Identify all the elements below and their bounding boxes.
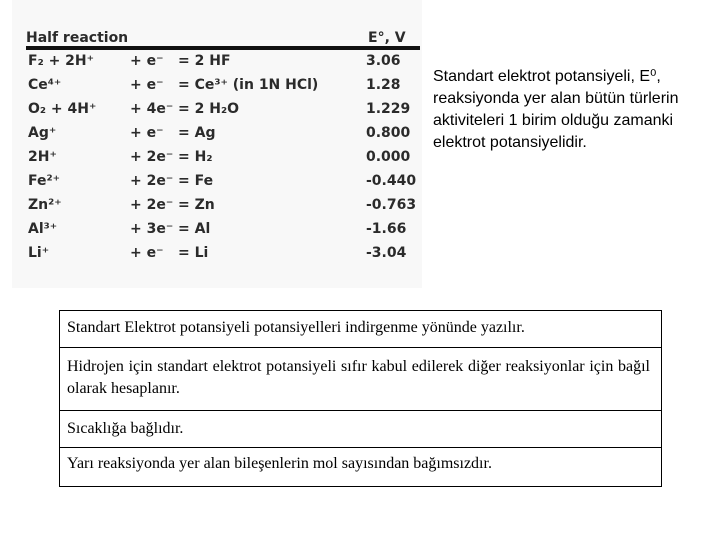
- reactant: Al³⁺: [28, 221, 58, 237]
- product: = Ce³⁺ (in 1N HCl): [178, 74, 318, 96]
- statement-box: Hidrojen için standart elektrot potansiyeli sıfır kabul edilerek diğer reaksiyonlar için bağıl olarak hesaplanır.: [59, 347, 662, 411]
- electrons: + 3e⁻: [130, 218, 173, 240]
- electrons: + 4e⁻: [130, 98, 173, 120]
- table-row: [26, 122, 420, 144]
- electrons: + e⁻: [130, 242, 164, 264]
- electrons: + 2e⁻: [130, 194, 173, 216]
- potential-value: -3.04: [366, 245, 407, 261]
- potential-value: 1.229: [366, 101, 411, 117]
- potential-value: -1.66: [366, 221, 407, 237]
- statement-box: Yarı reaksiyonda yer alan bileşenlerin mol sayısından bağımsızdır.: [59, 447, 662, 487]
- reactant: 2H⁺: [28, 149, 57, 165]
- table-row: [26, 146, 420, 168]
- table-row: [26, 98, 420, 120]
- product: = 2 HF: [178, 50, 231, 72]
- potential-value: 0.800: [366, 125, 411, 141]
- table-row: [26, 194, 420, 216]
- product: = 2 H₂O: [178, 98, 239, 120]
- table-row: [26, 170, 420, 192]
- reactant: Ce⁴⁺: [28, 77, 62, 93]
- product: = Fe: [178, 170, 213, 192]
- header-half-reaction: Half reaction: [26, 30, 129, 46]
- statement-box: Standart Elektrot potansiyeli potansiyelleri indirgenme yönünde yazılır.: [59, 310, 662, 348]
- reactant: Fe²⁺: [28, 173, 61, 189]
- electrons: + e⁻: [130, 74, 164, 96]
- potential-value: 3.06: [366, 53, 401, 69]
- potential-value: -0.763: [366, 197, 417, 213]
- product: = Ag: [178, 122, 215, 144]
- reactant: Ag⁺: [28, 125, 57, 141]
- table-row: [26, 218, 420, 240]
- table-row: [26, 242, 420, 264]
- product: = H₂: [178, 146, 212, 168]
- statement-box: Sıcaklığa bağlıdır.: [59, 410, 662, 448]
- half-reaction-table: [12, 0, 422, 288]
- table-header: [26, 30, 420, 50]
- reactant: O₂ + 4H⁺: [28, 101, 97, 117]
- reactant: F₂ + 2H⁺: [28, 53, 95, 69]
- table-row: [26, 74, 420, 96]
- product: = Li: [178, 242, 208, 264]
- statement-list: [59, 310, 662, 487]
- product: = Zn: [178, 194, 215, 216]
- reactant: Li⁺: [28, 245, 50, 261]
- product: = Al: [178, 218, 210, 240]
- table-row: [26, 50, 420, 72]
- electrons: + 2e⁻: [130, 170, 173, 192]
- header-potential: E°, V: [368, 30, 406, 46]
- electrons: + e⁻: [130, 122, 164, 144]
- potential-value: -0.440: [366, 173, 417, 189]
- reactant: Zn²⁺: [28, 197, 62, 213]
- electrons: + 2e⁻: [130, 146, 173, 168]
- definition-text: Standart elektrot potansiyeli, E⁰, reaksiyonda yer alan bütün türlerin aktiviteleri 1 birim olduğu zamanki elektrot potansiyelidir.: [433, 68, 679, 151]
- electrons: + e⁻: [130, 50, 164, 72]
- potential-value: 1.28: [366, 77, 401, 93]
- potential-value: 0.000: [366, 149, 411, 165]
